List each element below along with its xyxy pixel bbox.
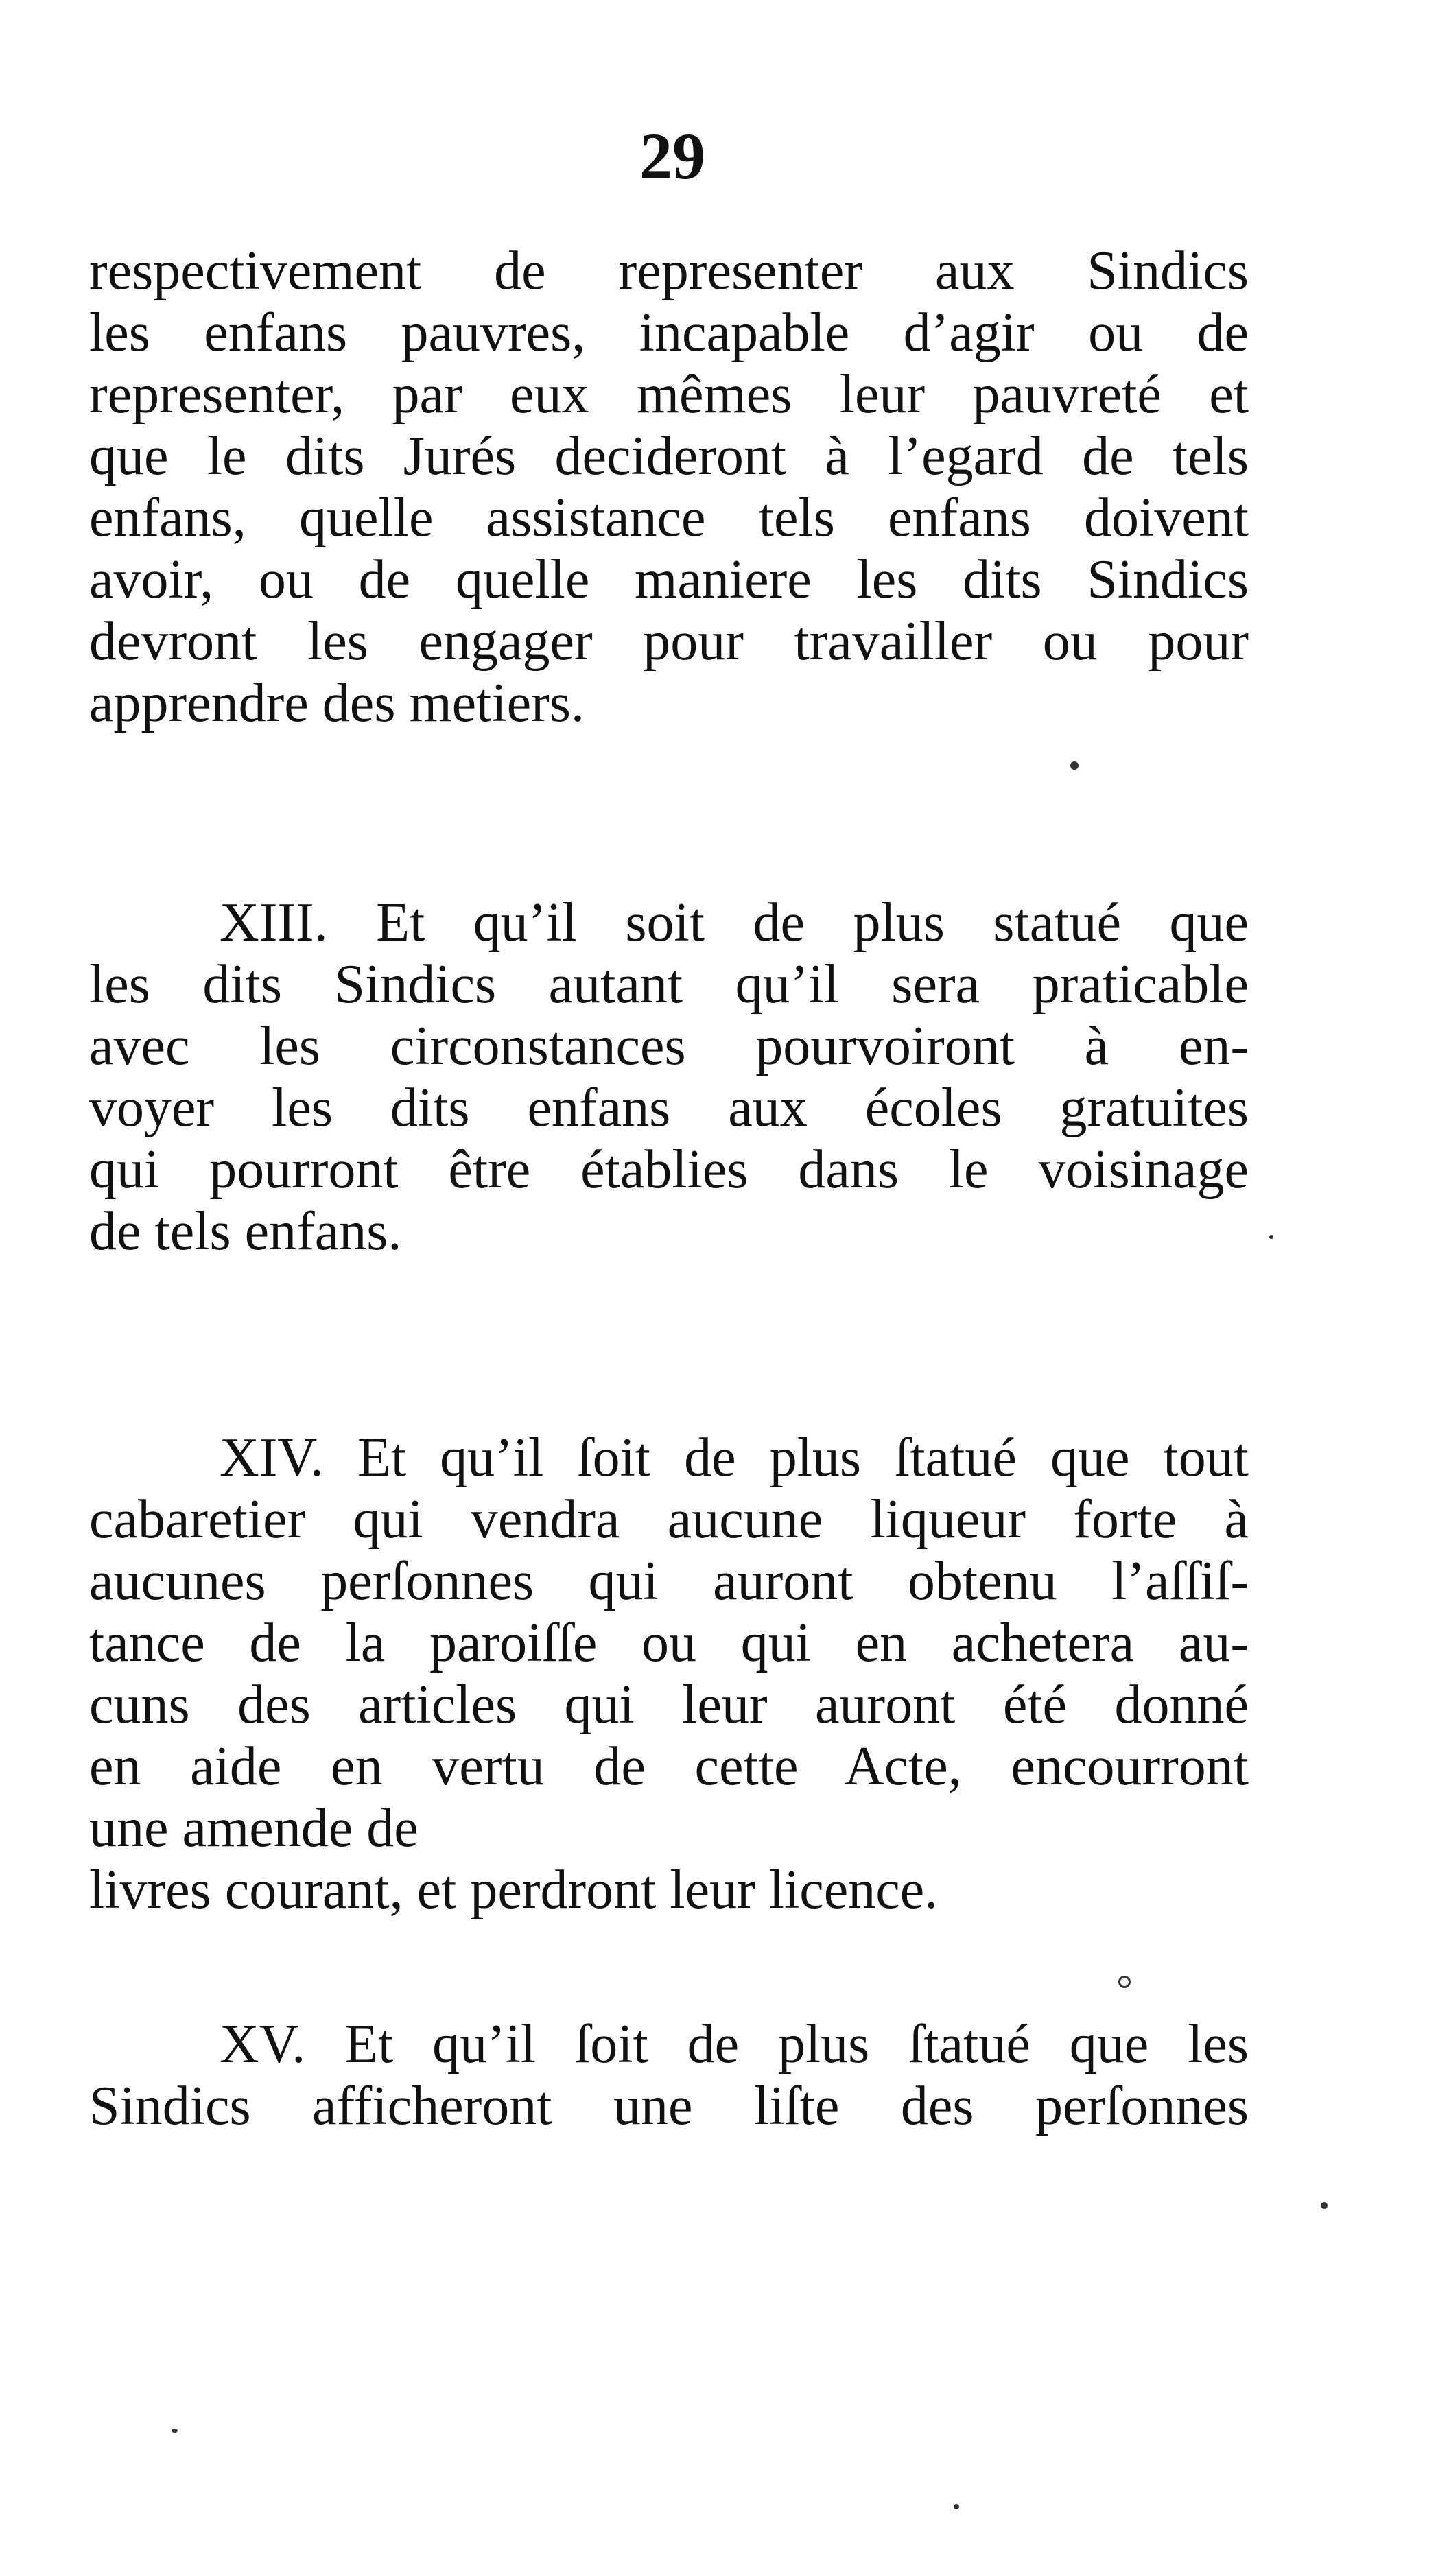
text-line: avec les circonstances pourvoiront à en- xyxy=(89,1016,1249,1076)
text-line: les dits Sindics autant qu’il sera praticable xyxy=(89,954,1249,1015)
paragraph-article-xiv xyxy=(89,1427,1249,1921)
text-line: de tels enfans. xyxy=(89,1201,402,1262)
scan-speck xyxy=(1070,761,1079,770)
page-number: 29 xyxy=(639,119,705,193)
text-line: cabaretier qui vendra aucune liqueur forte à xyxy=(89,1489,1249,1550)
paragraph-article-xiii xyxy=(89,892,1249,1262)
text-line: representer, par eux mêmes leur pauvreté et xyxy=(89,364,1249,425)
article-heading-line: XV. Et qu’il ſoit de plus ſtatué que les xyxy=(220,2014,1249,2075)
text-line: avoir, ou de quelle maniere les dits Sindics xyxy=(89,550,1249,610)
scan-speck xyxy=(1269,1235,1273,1239)
text-line: les enfans pauvres, incapable d’agir ou de xyxy=(89,303,1249,363)
text-line: cuns des articles qui leur auront été donné xyxy=(89,1675,1249,1735)
text-line: qui pourront être établies dans le voisinage xyxy=(89,1139,1249,1200)
text-line: que le dits Jurés decideront à l’egard de tels xyxy=(89,426,1249,486)
text-line: aucunes perſonnes qui auront obtenu l’aſſiſ- xyxy=(89,1551,1249,1611)
scan-speck xyxy=(1118,1976,1131,1988)
text-line: en aide en vertu de cette Acte, encourront xyxy=(89,1736,1249,1797)
scan-speck xyxy=(954,2504,959,2509)
scan-speck xyxy=(1321,2202,1328,2209)
paragraph-article-xv xyxy=(89,2013,1249,2137)
text-line: une amende de xyxy=(89,1798,419,1858)
text-line: devront les engager pour travailler ou pour xyxy=(89,611,1249,672)
scan-speck xyxy=(172,2429,178,2433)
article-heading-line: XIV. Et qu’il ſoit de plus ſtatué que tout xyxy=(220,1428,1249,1488)
text-line: voyer les dits enfans aux écoles gratuites xyxy=(89,1078,1249,1138)
text-line: enfans, quelle assistance tels enfans doivent xyxy=(89,488,1249,548)
text-line: apprendre des metiers. xyxy=(89,673,585,733)
text-line: respectivement de representer aux Sindics xyxy=(89,241,1249,301)
text-line: Sindics afficheront une liſte des perſonnes xyxy=(89,2076,1249,2136)
text-line: livres courant, et perdront leur licence. xyxy=(89,1860,939,1920)
paragraph-continuation xyxy=(89,240,1249,734)
text-line: tance de la paroiſſe ou qui en achetera au- xyxy=(89,1613,1249,1673)
article-heading-line: XIII. Et qu’il soit de plus statué que xyxy=(220,893,1249,953)
